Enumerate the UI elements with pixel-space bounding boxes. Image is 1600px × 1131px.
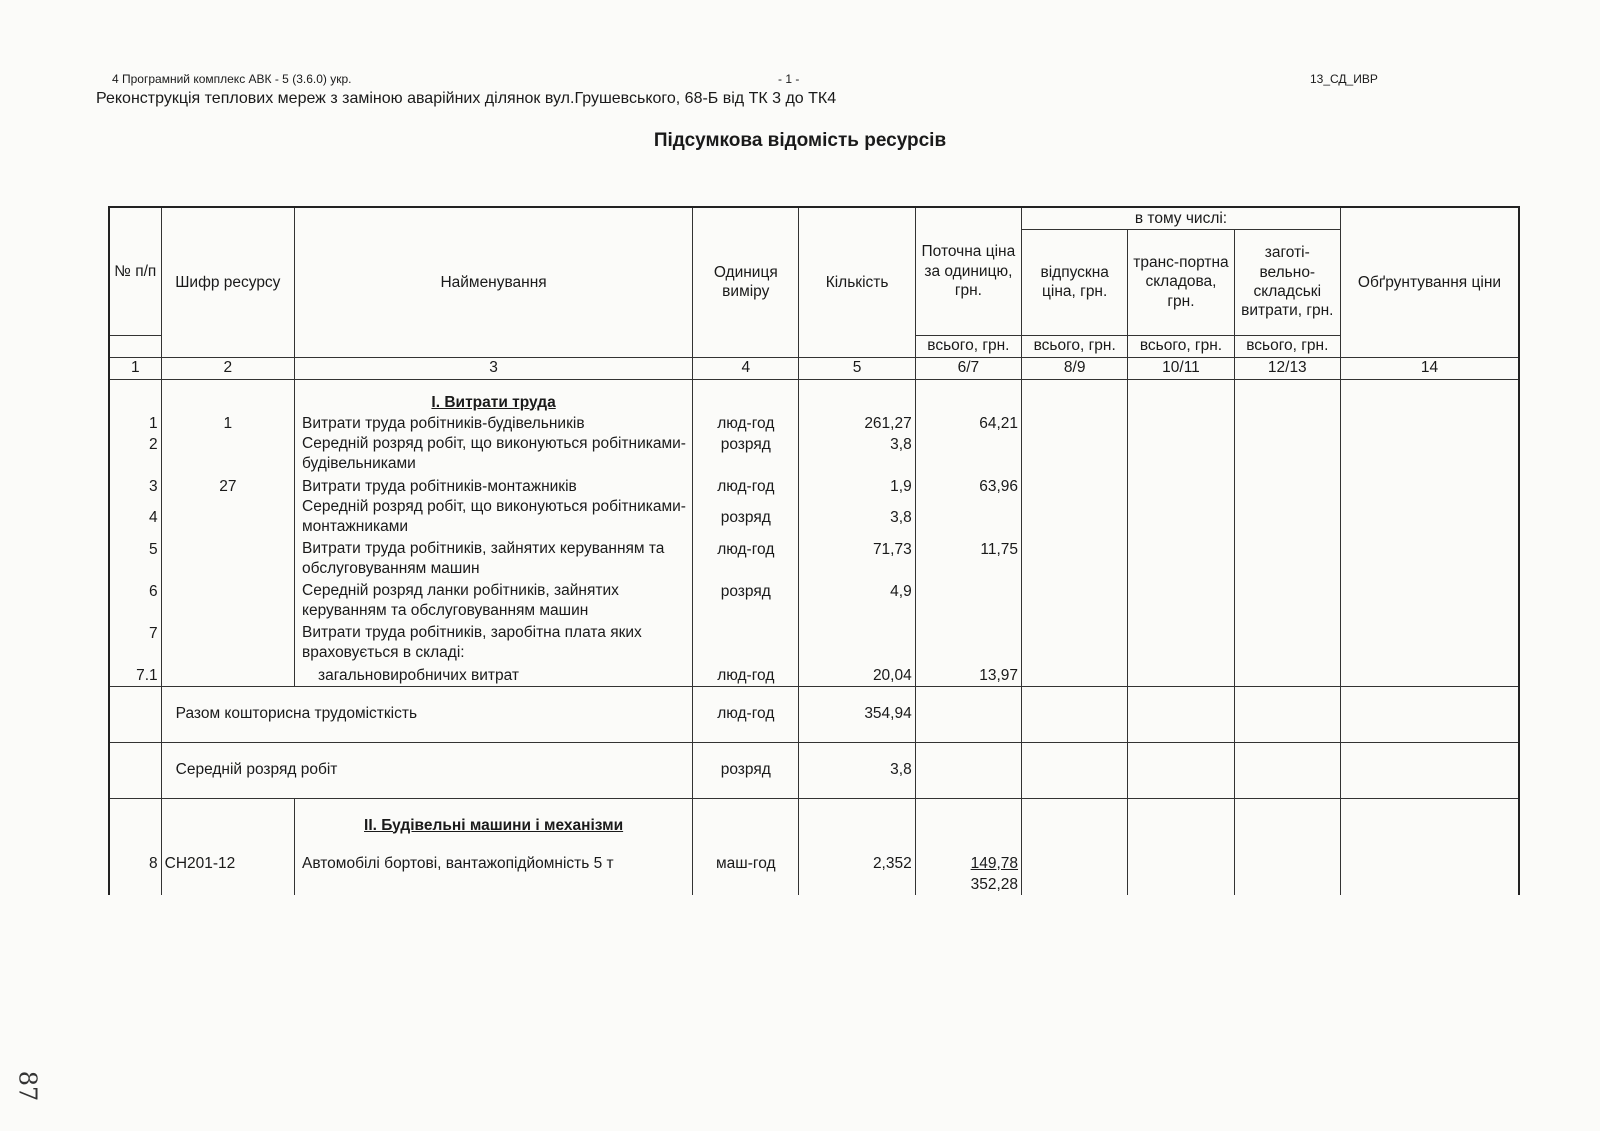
resource-name: Середній розряд робіт, що виконуються робітниками-монтажниками	[302, 497, 686, 535]
software-version: 4 Програмний комплекс АВК - 5 (3.6.0) укр.	[112, 72, 352, 86]
total-qty: 3,8	[799, 742, 915, 798]
resource-name: Витрати труда робітників-будівельників	[302, 414, 585, 432]
row-names	[295, 379, 693, 686]
unit: люд-год	[717, 540, 775, 558]
total-label: Середній розряд робіт	[161, 742, 692, 798]
unit-price: 63,96	[979, 477, 1019, 495]
total-unit: розряд	[693, 742, 799, 798]
col-qty-header: Кількість	[799, 207, 915, 357]
col-name-header: Найменування	[295, 207, 693, 357]
document-code: 13_СД_ИВР	[1310, 72, 1378, 86]
resource-name: загальновиробничих витрат	[318, 666, 519, 684]
section-title: I. Витрати труда	[431, 393, 556, 411]
resource-name: Витрати труда робітників-монтажників	[302, 477, 577, 495]
total-label: всього, грн.	[1128, 335, 1234, 357]
col-including-header: в тому числі:	[1022, 207, 1341, 229]
col-index: 4	[693, 357, 799, 379]
col-index: 2	[161, 357, 294, 379]
section-title: II. Будівельні машини і механізми	[364, 816, 624, 834]
average-grade-row	[109, 742, 1519, 798]
unit: розряд	[720, 508, 771, 526]
row-prices	[915, 379, 1021, 686]
row-number: 6	[149, 582, 158, 600]
quantity: 1,9	[890, 477, 912, 495]
col-num-header: № п/п	[109, 207, 161, 335]
project-title: Реконструкція теплових мереж з заміною аварійних ділянок вул.Грушевського, 68-Б від ТК 3 до ТК4	[96, 90, 837, 107]
col-num-header-cont	[109, 335, 161, 357]
quantity: 261,27	[864, 414, 912, 432]
quantity: 3,8	[890, 435, 912, 453]
quantity: 2,352	[872, 854, 912, 872]
unit-price: 11,75	[980, 540, 1019, 558]
unit: розряд	[720, 435, 771, 453]
resource-name: Витрати труда робітників, зайнятих керуванням та обслуговуванням машин	[302, 539, 665, 577]
resource-name: Автомобілі бортові, вантажопідйомність 5 т	[302, 854, 614, 872]
row-number: 7	[149, 624, 158, 642]
handwritten-page-number: 87	[13, 1070, 42, 1102]
col-justification-header: Обґрунтування ціни	[1340, 207, 1519, 357]
section-labor	[109, 379, 1519, 686]
row-number: 3	[149, 477, 158, 495]
total-price: 352,28	[970, 875, 1019, 893]
col-index: 14	[1340, 357, 1519, 379]
unit-price: 13,97	[979, 666, 1019, 684]
col-code-header: Шифр ресурсу	[161, 207, 294, 357]
total-unit: люд-год	[693, 686, 799, 742]
row-number: 8	[149, 854, 158, 872]
row-number: 4	[149, 508, 158, 526]
total-label: всього, грн.	[1234, 335, 1340, 357]
row-number: 2	[149, 435, 158, 453]
unit: маш-год	[716, 854, 776, 872]
row-units	[693, 379, 799, 686]
resource-name: Витрати труда робітників, заробітна плата яких враховується в складі:	[302, 623, 642, 661]
page-number: - 1 -	[778, 72, 800, 86]
resources-table	[108, 206, 1520, 895]
quantity: 4,9	[890, 582, 912, 600]
col-index: 12/13	[1234, 357, 1340, 379]
col-index: 10/11	[1128, 357, 1234, 379]
resource-code: 27	[219, 477, 237, 495]
total-labor-row	[109, 686, 1519, 742]
total-label: Разом кошторисна трудомісткість	[161, 686, 692, 742]
col-transport-header: транс-портна складова, грн.	[1128, 229, 1234, 335]
total-label: всього, грн.	[1022, 335, 1128, 357]
total-label: всього, грн.	[915, 335, 1021, 357]
row-numbers	[109, 379, 161, 686]
resource-name: Середній розряд робіт, що виконуються робітниками-будівельниками	[302, 434, 686, 472]
col-index: 3	[295, 357, 693, 379]
quantity: 3,8	[890, 508, 912, 526]
col-unit-header: Одиниця виміру	[693, 207, 799, 357]
resource-code: СН201-12	[164, 854, 236, 872]
unit: люд-год	[717, 414, 775, 432]
row-number: 7.1	[136, 666, 158, 684]
unit-price: 64,21	[979, 414, 1019, 432]
quantity: 71,73	[872, 540, 912, 558]
col-index: 6/7	[915, 357, 1021, 379]
unit: люд-год	[717, 477, 775, 495]
col-price-header: Поточна ціна за одиницю, грн.	[915, 207, 1021, 335]
section-machines	[109, 798, 1519, 895]
col-index: 5	[799, 357, 915, 379]
document-title: Підсумкова відомість ресурсів	[653, 130, 947, 151]
resource-name: Середній розряд ланки робітників, зайнятих керуванням та обслуговуванням машин	[302, 581, 619, 619]
col-index: 8/9	[1022, 357, 1128, 379]
resource-code: 1	[223, 414, 233, 432]
unit: люд-год	[717, 666, 775, 684]
unit-price: 149,78	[970, 854, 1019, 872]
col-index: 1	[109, 357, 161, 379]
col-procurement-header: заготі-вельно-складські витрати, грн.	[1234, 229, 1340, 335]
row-quantities	[799, 379, 915, 686]
quantity: 20,04	[872, 666, 912, 684]
row-codes	[161, 379, 294, 686]
row-number: 1	[149, 414, 158, 432]
col-sale-price-header: відпускна ціна, грн.	[1022, 229, 1128, 335]
unit: розряд	[720, 582, 771, 600]
row-number: 5	[149, 540, 158, 558]
total-qty: 354,94	[799, 686, 915, 742]
